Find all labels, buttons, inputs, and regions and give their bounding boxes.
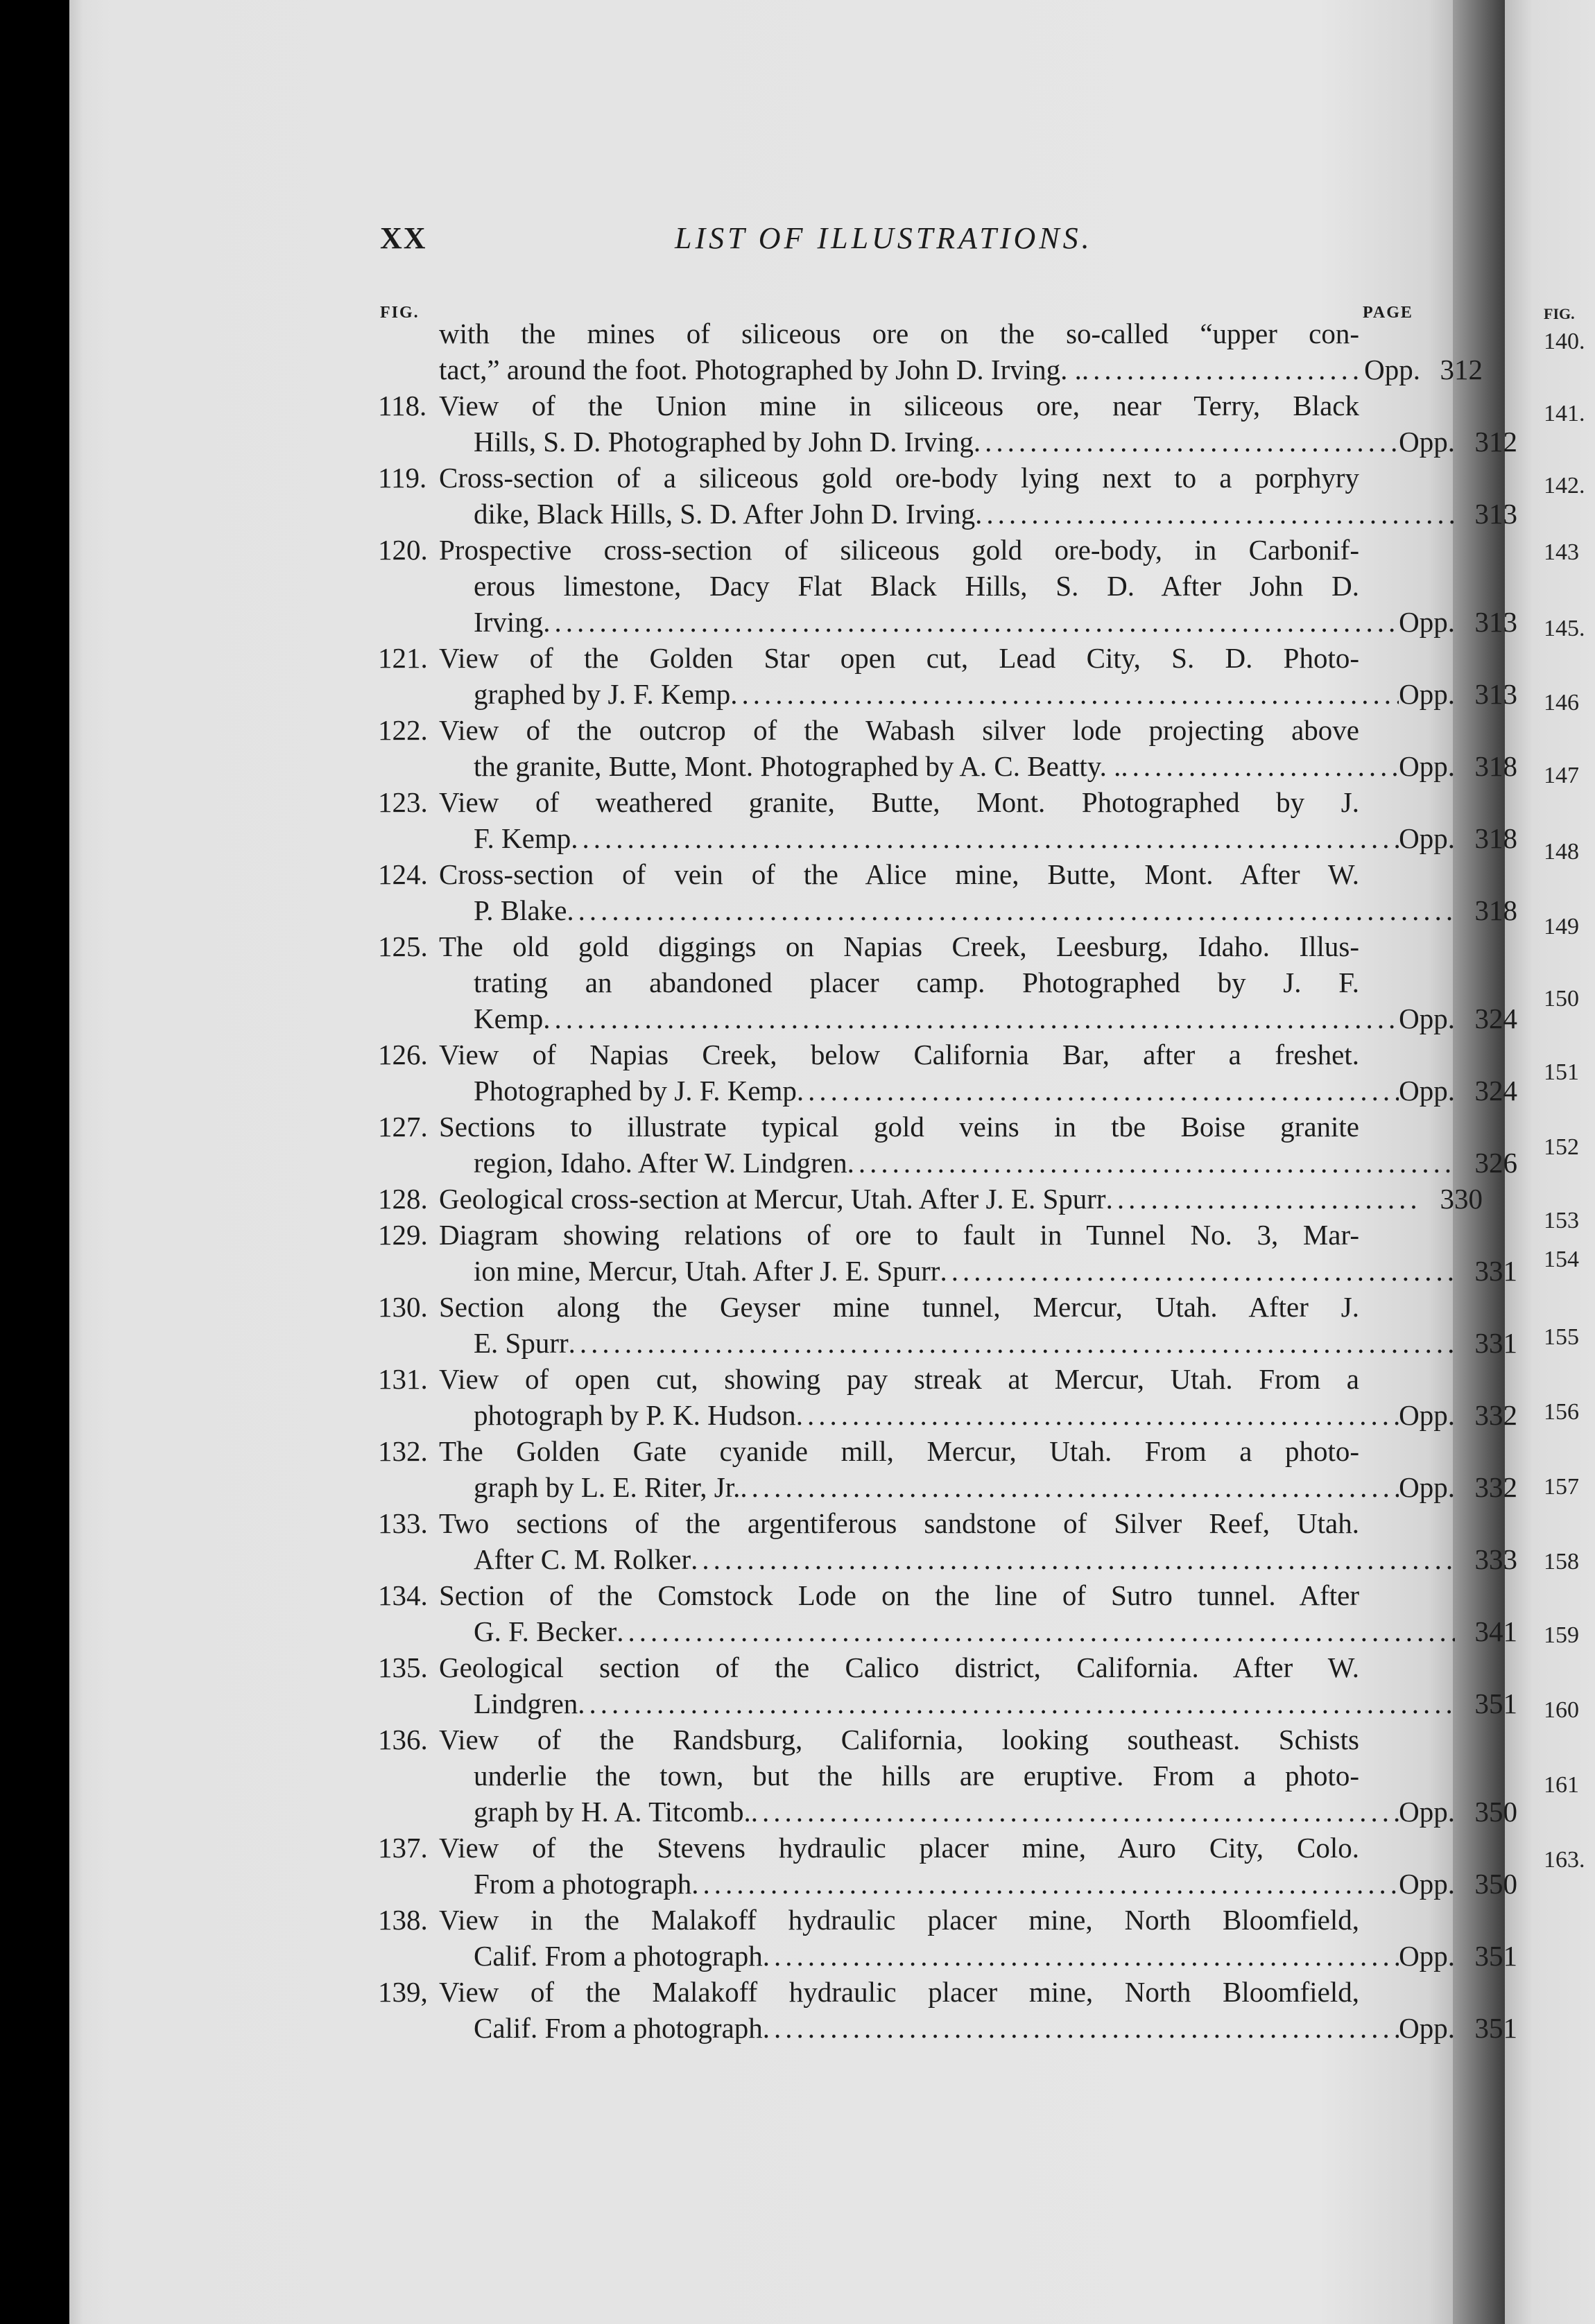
opposite-marker: Opp. [1399, 1471, 1455, 1503]
entry-line [378, 1794, 1517, 1830]
page-reference: 313 [1474, 498, 1517, 530]
caption-text: G. F. Becker [474, 1615, 617, 1647]
entry-line [378, 1469, 1517, 1505]
entry-line [378, 352, 1483, 388]
page-reference: 313 [1474, 606, 1517, 638]
facing-figure-number: 163. [1544, 1847, 1585, 1873]
entry-line [378, 532, 1422, 568]
entry-caption-with-page [474, 1469, 1517, 1505]
caption-text: Section along the Geyser mine tunnel, Mercur, Utah. After J. [439, 1291, 1359, 1323]
page-reference: 324 [1474, 1075, 1517, 1107]
dot-leader [543, 604, 1399, 640]
entry-line [378, 424, 1517, 460]
figure-number: 125. [378, 930, 428, 962]
figure-number: 119. [378, 462, 427, 494]
entry-caption-with-page [474, 424, 1517, 460]
opposite-marker: Opp. [1399, 1868, 1455, 1900]
caption-text: Diagram showing relations of ore to fault in Tunnel No. 3, Mar- [439, 1219, 1359, 1251]
opposite-marker: Opp. [1399, 606, 1455, 638]
caption-text: the granite, Butte, Mont. Photographed by A. C. Beatty. . [474, 750, 1121, 782]
caption-text: Cross-section of vein of the Alice mine, Butte, Mont. After W. [439, 858, 1359, 890]
figure-number: 137. [378, 1832, 428, 1864]
facing-figure-number: 155 [1544, 1324, 1579, 1350]
facing-figure-number: 154 [1544, 1247, 1579, 1272]
dot-leader [763, 2010, 1399, 2046]
facing-figure-number: 151 [1544, 1059, 1579, 1085]
entry-line [378, 1649, 1422, 1685]
entry-caption-with-page [474, 2010, 1517, 2046]
caption-text: graphed by J. F. Kemp [474, 678, 731, 710]
figure-number: 122. [378, 714, 428, 746]
entry-line [378, 784, 1422, 820]
figure-number: 128. [378, 1183, 428, 1215]
page-reference: 351 [1474, 1940, 1517, 1972]
page-reference: 318 [1474, 750, 1517, 782]
entry-caption-with-page [474, 676, 1517, 712]
caption-text: View of Napias Creek, below California Bar, after a freshet. [439, 1039, 1359, 1070]
dot-leader [691, 1541, 1455, 1577]
caption-text: P. Blake [474, 894, 567, 926]
figure-number: 135. [378, 1651, 428, 1683]
entry-caption-with-page [474, 1073, 1517, 1109]
page-number: XX [380, 221, 427, 255]
dot-leader [571, 820, 1399, 856]
entry-caption-with-page [474, 820, 1517, 856]
entry-caption-with-page [474, 1685, 1517, 1722]
facing-figure-number: 156 [1544, 1399, 1579, 1425]
entry-line [378, 1974, 1422, 2010]
page-reference: 324 [1474, 1003, 1517, 1034]
opposite-marker: Opp. [1399, 1003, 1455, 1034]
dot-leader [730, 676, 1399, 712]
page-reference: 330 [1440, 1183, 1483, 1215]
entry-caption-with-page [474, 604, 1517, 640]
entry-line [378, 1577, 1422, 1613]
entry-line [378, 388, 1422, 424]
caption-text: E. Spurr [474, 1327, 569, 1359]
figure-number: 120. [378, 534, 428, 566]
entry-line [378, 460, 1422, 496]
caption-text: View of the Stevens hydraulic placer mine, Auro City, Colo. [439, 1832, 1359, 1864]
dot-leader [578, 1685, 1455, 1722]
facing-figure-number: 150 [1544, 986, 1579, 1012]
page-reference: 331 [1474, 1255, 1517, 1287]
illustration-list [378, 315, 1517, 2046]
page-reference: 313 [1474, 678, 1517, 710]
entry-line [378, 712, 1422, 748]
entry-line [378, 2010, 1517, 2046]
figure-number: 127. [378, 1111, 428, 1143]
caption-text: View in the Malakoff hydraulic placer mine, North Bloomfield, [439, 1904, 1359, 1936]
facing-figure-number: 142. [1544, 473, 1585, 498]
dot-leader [1121, 748, 1399, 784]
page-reference: 351 [1474, 2012, 1517, 2044]
caption-text: graph by L. E. Riter, Jr. [474, 1471, 741, 1503]
facing-figure-number: 143 [1544, 539, 1579, 565]
entry-line [378, 1073, 1517, 1109]
page-reference: 351 [1474, 1688, 1517, 1719]
entry-caption-with-page [474, 496, 1517, 532]
figure-number: 133. [378, 1507, 428, 1539]
dot-leader [974, 424, 1399, 460]
figure-number: 123. [378, 786, 428, 818]
caption-text: erous limestone, Dacy Flat Black Hills, S. D. After John D. [474, 570, 1359, 602]
entry-line [378, 1541, 1517, 1577]
entry-line [378, 496, 1517, 532]
facing-figure-number: 149 [1544, 914, 1579, 939]
running-title: LIST OF ILLUSTRATIONS. [675, 221, 1093, 255]
caption-text: with the mines of siliceous ore on the so-called “upper con- [439, 318, 1359, 349]
entry-line [378, 1145, 1517, 1181]
entry-line [378, 748, 1517, 784]
page-reference: 332 [1474, 1399, 1517, 1431]
entry-caption-with-page [474, 1613, 1517, 1649]
entry-line [378, 1325, 1517, 1361]
facing-figure-number: 161 [1544, 1772, 1579, 1798]
caption-text: graph by H. A. Titcomb. [474, 1796, 751, 1828]
facing-figure-number: 159 [1544, 1622, 1579, 1648]
caption-text: Cross-section of a siliceous gold ore-body lying next to a porphyry [439, 462, 1359, 494]
caption-text: Section of the Comstock Lode on the line of Sutro tunnel. After [439, 1579, 1359, 1611]
caption-text: ion mine, Mercur, Utah. After J. E. Spurr [474, 1255, 940, 1287]
page-header [380, 220, 1420, 262]
entry-caption-with-page [474, 892, 1517, 928]
caption-text: From a photograph [474, 1868, 692, 1900]
entry-line [378, 1361, 1422, 1397]
figure-number: 136. [378, 1724, 428, 1755]
dot-leader [543, 1000, 1399, 1037]
figure-number: 121. [378, 642, 428, 674]
caption-text: Calif. From a photograph [474, 1940, 763, 1972]
page-column-label: PAGE [1363, 304, 1413, 322]
caption-text: F. Kemp [474, 822, 571, 854]
page-reference: 341 [1474, 1615, 1517, 1647]
entry-line [378, 1109, 1422, 1145]
dot-leader [797, 1073, 1399, 1109]
entry-line [378, 1181, 1483, 1217]
caption-text: Irving [474, 606, 544, 638]
caption-text: Sections to illustrate typical gold veins in tbe Boise granite [439, 1111, 1359, 1143]
dot-leader [1082, 352, 1364, 388]
opposite-marker: Opp. [1399, 426, 1455, 458]
dot-leader [763, 1938, 1399, 1974]
entry-line [378, 640, 1422, 676]
dot-leader [740, 1469, 1399, 1505]
opposite-marker: Opp. [1399, 1796, 1455, 1828]
opposite-marker: Opp. [1399, 2012, 1455, 2044]
page-reference: 331 [1474, 1327, 1517, 1359]
caption-text: View of weathered granite, Butte, Mont. Photographed by J. [439, 786, 1359, 818]
figure-number: 118. [378, 390, 427, 422]
caption-text: The Golden Gate cyanide mill, Mercur, Utah. From a photo- [439, 1435, 1359, 1467]
dot-leader [569, 1325, 1455, 1361]
facing-fig-label: FIG. [1544, 305, 1575, 322]
entry-line [378, 1722, 1422, 1758]
caption-text: After C. M. Rolker [474, 1543, 691, 1575]
caption-text: Geological cross-section at Mercur, Utah. After J. E. Spurr [439, 1183, 1106, 1215]
dot-leader [975, 496, 1455, 532]
entry-caption-with-page [474, 1253, 1517, 1289]
caption-text: Hills, S. D. Photographed by John D. Irving [474, 426, 974, 458]
caption-text: View of the Malakoff hydraulic placer mine, North Bloomfield, [439, 1976, 1359, 2008]
caption-text: The old gold diggings on Napias Creek, Leesburg, Idaho. Illus- [439, 930, 1359, 962]
caption-text: Calif. From a photograph [474, 2012, 763, 2044]
entry-caption-with-page [474, 1000, 1517, 1037]
page-reference: 350 [1474, 1868, 1517, 1900]
facing-figure-number: 140. [1544, 329, 1585, 354]
facing-figure-number: 141. [1544, 401, 1585, 426]
caption-text: Two sections of the argentiferous sandstone of Silver Reef, Utah. [439, 1507, 1359, 1539]
entry-line [378, 1758, 1422, 1794]
entry-caption-with-page [474, 1325, 1517, 1361]
entry-line [378, 676, 1517, 712]
caption-text: photograph by P. K. Hudson [474, 1399, 796, 1431]
dot-leader [751, 1794, 1399, 1830]
entry-line [378, 1830, 1422, 1866]
entry-line [378, 604, 1517, 640]
figure-number: 132. [378, 1435, 428, 1467]
entry-caption-with-page [439, 352, 1483, 388]
figure-number: 138. [378, 1904, 428, 1936]
opposite-marker: Opp. [1399, 1075, 1455, 1107]
entry-caption-with-page [474, 1541, 1517, 1577]
caption-text: View of the Golden Star open cut, Lead City, S. D. Photo- [439, 642, 1359, 674]
caption-text: Lindgren [474, 1688, 578, 1719]
dot-leader [617, 1613, 1455, 1649]
facing-figure-number: 160 [1544, 1697, 1579, 1723]
facing-figure-number: 158 [1544, 1549, 1579, 1575]
caption-text: View of open cut, showing pay streak at Mercur, Utah. From a [439, 1363, 1359, 1395]
caption-text: View of the Union mine in siliceous ore, near Terry, Black [439, 390, 1359, 422]
caption-text: Kemp [474, 1003, 544, 1034]
entry-line [378, 1000, 1517, 1037]
facing-figure-number: 147 [1544, 763, 1579, 788]
dot-leader [847, 1145, 1455, 1181]
entry-caption-with-page [474, 1866, 1517, 1902]
fig-column-label: FIG. [380, 304, 420, 322]
dot-leader [691, 1866, 1399, 1902]
entry-caption-with-page [474, 1397, 1517, 1433]
entry-line [378, 1289, 1422, 1325]
entry-line [378, 1433, 1422, 1469]
entry-caption-with-page [474, 1794, 1517, 1830]
caption-text: underlie the town, but the hills are eruptive. From a photo- [474, 1760, 1359, 1792]
figure-number: 131. [378, 1363, 428, 1395]
entry-line [378, 315, 1422, 352]
facing-figure-number: 148 [1544, 839, 1579, 865]
entry-line [378, 1938, 1517, 1974]
figure-number: 130. [378, 1291, 428, 1323]
opposite-marker: Opp. [1399, 678, 1455, 710]
facing-figure-number: 153 [1544, 1208, 1579, 1233]
caption-text: View of the Randsburg, California, looking southeast. Schists [439, 1724, 1359, 1755]
caption-text: Geological section of the Calico district, California. After W. [439, 1651, 1359, 1683]
opposite-marker: Opp. [1364, 354, 1420, 385]
entry-line [378, 1253, 1517, 1289]
entry-line [378, 1505, 1422, 1541]
page-reference: 312 [1474, 426, 1517, 458]
dot-leader [567, 892, 1455, 928]
entry-line [378, 1037, 1422, 1073]
facing-figure-number: 157 [1544, 1474, 1579, 1500]
entry-line [378, 892, 1517, 928]
figure-number: 129. [378, 1219, 428, 1251]
entry-line [378, 928, 1422, 964]
caption-text: region, Idaho. After W. Lindgren [474, 1147, 847, 1179]
opposite-marker: Opp. [1399, 750, 1455, 782]
opposite-marker: Opp. [1399, 822, 1455, 854]
page-reference: 318 [1474, 822, 1517, 854]
page-reference: 326 [1474, 1147, 1517, 1179]
opposite-marker: Opp. [1399, 1940, 1455, 1972]
opposite-marker: Opp. [1399, 1399, 1455, 1431]
caption-text: Photographed by J. F. Kemp [474, 1075, 797, 1107]
figure-number: 124. [378, 858, 428, 890]
facing-page-column [1544, 0, 1595, 2324]
dot-leader [940, 1253, 1455, 1289]
page-reference: 332 [1474, 1471, 1517, 1503]
caption-text: trating an abandoned placer camp. Photographed by J. F. [474, 966, 1359, 998]
entry-line [378, 1217, 1422, 1253]
entry-line [378, 1613, 1517, 1649]
caption-text: Prospective cross-section of siliceous gold ore-body, in Carbonif- [439, 534, 1359, 566]
page-reference: 312 [1440, 354, 1483, 385]
entry-caption-with-page [439, 1181, 1483, 1217]
entry-line [378, 1866, 1517, 1902]
entry-line [378, 856, 1422, 892]
caption-text: dike, Black Hills, S. D. After John D. Irving [474, 498, 976, 530]
entry-line [378, 1397, 1517, 1433]
page-reference: 318 [1474, 894, 1517, 926]
figure-number: 139, [378, 1976, 428, 2008]
dot-leader [796, 1397, 1399, 1433]
facing-figure-number: 152 [1544, 1134, 1579, 1160]
entry-line [378, 1685, 1517, 1722]
figure-number: 126. [378, 1039, 428, 1070]
facing-figure-number: 146 [1544, 690, 1579, 716]
caption-text: View of the outcrop of the Wabash silver lode projecting above [439, 714, 1359, 746]
entry-caption-with-page [474, 748, 1517, 784]
entry-line [378, 964, 1422, 1000]
page-reference: 350 [1474, 1796, 1517, 1828]
page-reference: 333 [1474, 1543, 1517, 1575]
entry-line [378, 568, 1422, 604]
entry-line [378, 820, 1517, 856]
caption-text: tact,” around the foot. Photographed by John D. Irving. . [439, 354, 1082, 385]
facing-figure-number: 145. [1544, 616, 1585, 641]
figure-number: 134. [378, 1579, 428, 1611]
entry-line [378, 1902, 1422, 1938]
dot-leader [1106, 1181, 1420, 1217]
entry-caption-with-page [474, 1145, 1517, 1181]
entry-caption-with-page [474, 1938, 1517, 1974]
